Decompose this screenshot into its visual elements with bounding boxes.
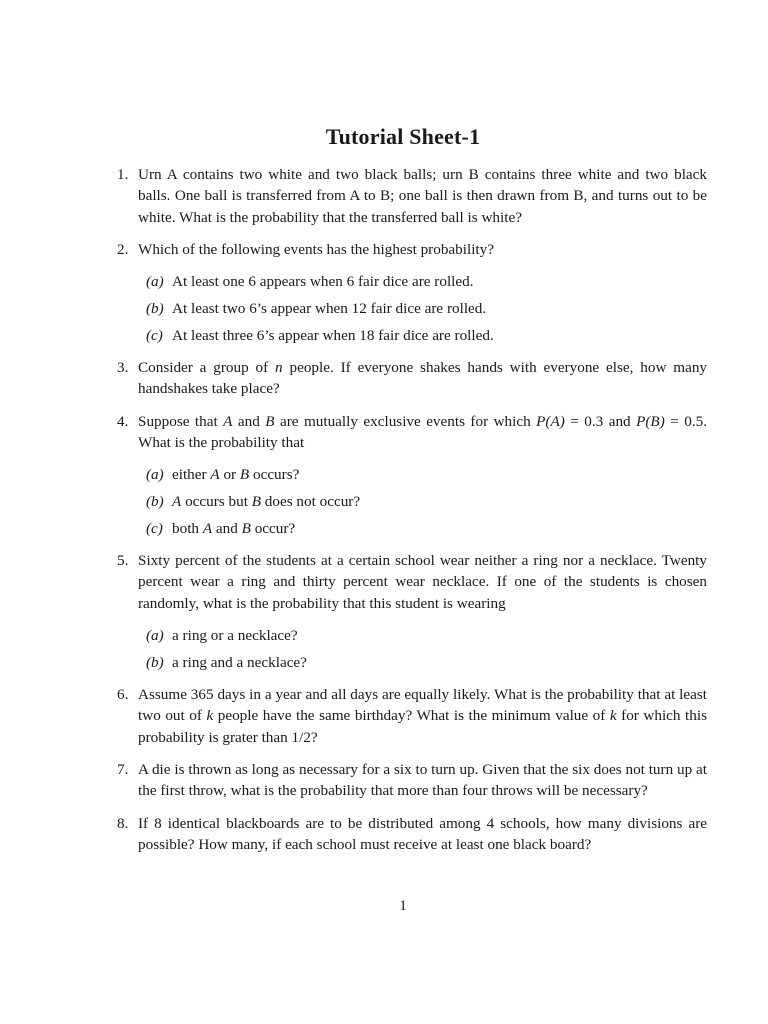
sub-question-text-part: occurs but	[181, 493, 252, 511]
problem-text-part: Assume 365 days in a year and all days are equally likely. What is the probability that at least two out of	[138, 686, 707, 725]
math-expression: P(A)	[536, 412, 565, 430]
math-variable: k	[206, 707, 214, 725]
math-variable: B	[265, 412, 275, 430]
sub-question-text: At least one 6 appears when 6 fair dice are rolled.	[172, 273, 474, 291]
problem-text: Which of the following events has the highest probability?	[138, 240, 494, 258]
problem-6	[117, 684, 707, 748]
sub-question-text-part: either	[172, 466, 211, 484]
problem-text-part: = 0.3 and	[564, 412, 637, 430]
sub-question-text: At least three 6’s appear when 18 fair dice are rolled.	[172, 326, 494, 344]
problem-number: 4.	[117, 412, 129, 430]
problem-number: 1.	[117, 166, 129, 183]
sub-question-b	[138, 298, 707, 319]
sub-question-label: (a)	[146, 466, 164, 484]
sub-question-text-part: both	[172, 519, 203, 537]
problem-text-part: = 0.5. What is the probability that	[138, 412, 708, 451]
problem-number: 6.	[117, 686, 129, 704]
problem-number: 5.	[117, 552, 129, 570]
problem-text-part: for which this probability is grater than 1/2?	[138, 707, 707, 746]
problem-text-part: and	[232, 412, 266, 430]
math-variable: A	[210, 466, 220, 484]
math-variable: A	[172, 493, 182, 511]
problem-8	[117, 813, 707, 856]
problem-text-part: people have the same birthday? What is the minimum value of	[213, 707, 610, 725]
math-variable: B	[251, 493, 261, 511]
problem-text-part: Suppose that	[138, 412, 224, 430]
problem-4	[117, 411, 707, 539]
problem-text: A die is thrown as long as necessary for a six to turn up. Given that the six does not turn up at the first throw, what is the probability that more than four throws will be necessary?	[138, 761, 707, 800]
problem-5	[117, 550, 707, 673]
problem-3	[117, 357, 707, 400]
sub-question-text: a ring or a necklace?	[172, 627, 298, 645]
sub-question-text-part: does not occur?	[261, 493, 361, 511]
math-expression: P(B)	[636, 412, 665, 430]
math-variable: A	[223, 412, 233, 430]
sub-question-list	[138, 464, 707, 539]
page-number: 1	[399, 897, 407, 914]
math-variable: A	[202, 519, 213, 537]
problem-text: Sixty percent of the students at a certain school wear neither a ring nor a necklace. Twenty percent wear a ring and thirty percent wear necklace. If one of the students is chosen randomly, what is the probability that this student is wearing	[138, 552, 707, 612]
sub-question-label: (c)	[146, 519, 163, 537]
sub-question-a	[138, 464, 707, 485]
math-variable: B	[239, 466, 250, 484]
sub-question-list	[138, 271, 707, 346]
math-variable: n	[275, 359, 283, 377]
problem-1	[117, 164, 707, 228]
sub-question-c	[138, 518, 707, 539]
problem-number: 3.	[117, 359, 129, 377]
sub-question-label: (a)	[146, 627, 164, 645]
sub-question-a	[138, 271, 707, 292]
math-variable: k	[609, 707, 617, 725]
sub-question-b	[138, 652, 707, 673]
sub-question-label: (b)	[146, 299, 164, 317]
sub-question-label: (c)	[146, 326, 163, 344]
problem-text: If 8 identical blackboards are to be distributed among 4 schools, how many divisions are possible? How many, if each school must receive at least one black board?	[138, 814, 707, 853]
sub-question-label: (a)	[146, 273, 164, 291]
problem-number: 2.	[117, 240, 129, 258]
problem-7	[117, 759, 707, 802]
sub-question-text-part: occurs?	[249, 466, 300, 484]
problem-text: Urn A contains two white and two black balls; urn B contains three white and two black balls. One ball is transferred from A to B; one ball is then drawn from B, and turns out to be white. What is the probability that the transferred ball is white?	[138, 166, 707, 226]
sub-question-text-part: or	[219, 466, 240, 484]
page-title: Tutorial Sheet-1	[325, 124, 481, 149]
sub-question-text: a ring and a necklace?	[172, 653, 307, 671]
sub-question-text-part: occur?	[250, 519, 296, 537]
problem-2	[117, 239, 707, 346]
problem-number: 7.	[117, 761, 129, 779]
problem-text-part: Consider a group of	[138, 359, 276, 377]
sub-question-label: (b)	[146, 493, 164, 511]
sub-question-c	[138, 325, 707, 346]
sub-question-text-part: and	[212, 519, 242, 537]
sub-question-label: (b)	[146, 653, 164, 671]
sub-question-a	[138, 625, 707, 646]
math-variable: B	[241, 519, 251, 537]
sub-question-b	[138, 491, 707, 512]
problem-text-part: are mutually exclusive events for which	[274, 412, 537, 430]
sub-question-text: At least two 6’s appear when 12 fair dice are rolled.	[172, 299, 487, 317]
problem-text-part: people. If everyone shakes hands with everyone else, how many handshakes take place?	[138, 359, 708, 398]
problem-number: 8.	[117, 814, 129, 832]
sub-question-list	[138, 625, 707, 673]
problem-list	[117, 164, 707, 866]
